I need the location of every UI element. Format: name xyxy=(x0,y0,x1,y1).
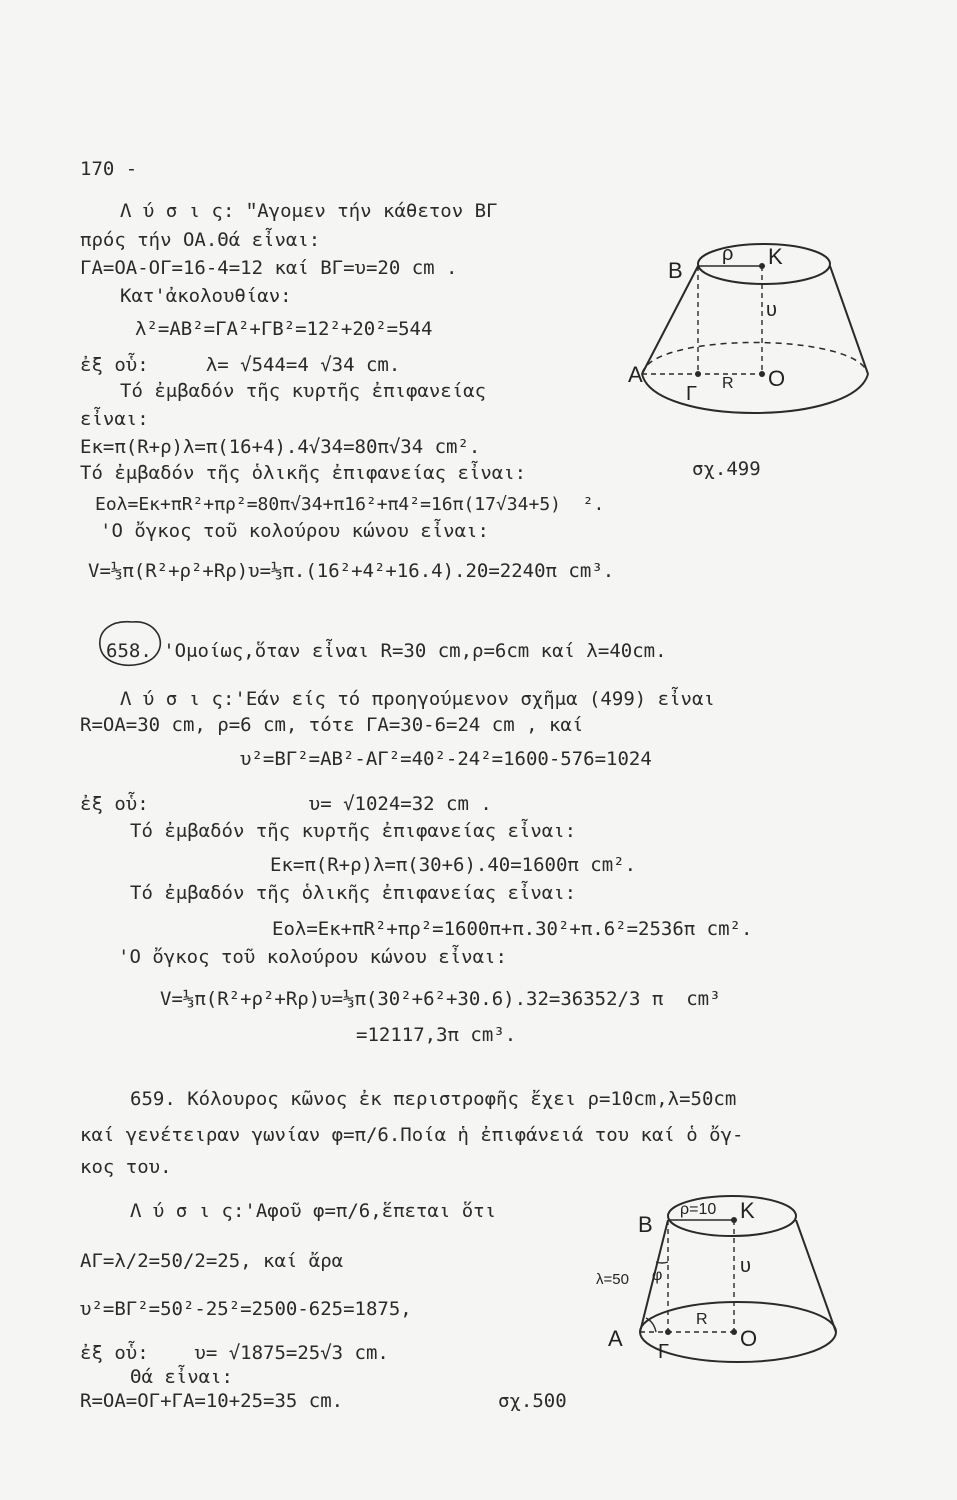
text-line: Τό ἐμβαδόν τῆς ὁλικῆς ἐπιφανείας εἶναι: xyxy=(130,882,577,904)
formula-line: ἐξ οὗ: υ= √1875=25√3 cm. xyxy=(80,1342,389,1364)
label-O: O xyxy=(740,1326,758,1351)
formula-line: Eκ=π(R+ρ)λ=π(16+4).4√34=80π√34 cm². xyxy=(80,436,481,458)
formula-line: ἐξ οὗ: υ= √1024=32 cm . xyxy=(80,793,492,815)
formula-line: λ²=ΑΒ²=ΓΑ²+ΓΒ²=12²+20²=544 xyxy=(135,318,433,340)
figure-caption-500: σχ.500 xyxy=(498,1390,567,1412)
page-number: 170 - xyxy=(80,158,138,180)
text-line: Τό ἐμβαδόν τῆς κυρτῆς ἐπιφανείας εἶναι: xyxy=(130,820,577,842)
label-R: R xyxy=(696,1311,708,1328)
formula-line: υ²=ΒΓ²=ΑΒ²-ΑΓ²=40²-24²=1600-576=1024 xyxy=(240,748,652,770)
text-line: Λ ύ σ ι ς:'Εάν είς τό προηγούμενον σχῆμα (499) εἶναι xyxy=(120,688,715,710)
label-rho: ρ xyxy=(722,243,734,265)
text-line: Τό ἐμβαδόν τῆς κυρτῆς ἐπιφανείας xyxy=(120,380,487,402)
label-R: R xyxy=(722,375,734,392)
label-O: O xyxy=(768,366,786,391)
label-Gamma: Γ xyxy=(658,1341,670,1363)
text-line: 'Ο ὄγκος τοῦ κολούρου κώνου εἶναι: xyxy=(100,520,489,542)
text-line: Θά εἶναι: xyxy=(130,1366,233,1388)
label-phi: φ xyxy=(652,1267,663,1284)
text-line: Λ ύ σ ι ς: ʺΑγομεν τήν κάθετον ΒΓ xyxy=(120,200,498,222)
text-line: κος του. xyxy=(80,1156,172,1178)
formula-line: V=⅓π(R²+ρ²+Rρ)υ=⅓π(30²+6²+30.6).32=36352/3 π cm³ xyxy=(160,988,721,1010)
label-lambda: λ=50 xyxy=(596,1271,629,1288)
problem-658-statement: 658. 'Ομοίως,ὅταν εἶναι R=30 cm,ρ=6cm καί λ=40cm. xyxy=(106,640,667,662)
label-Gamma: Γ xyxy=(686,383,698,405)
text-line: καί γενέτειραν γωνίαν φ=π/6.Ποία ἡ ἐπιφάνειά του καί ὁ ὄγ- xyxy=(80,1124,744,1146)
label-A: A xyxy=(608,1326,623,1351)
formula-line: Eολ=Eκ+πR²+πρ²=80π√34+π16²+π4²=16π(17√34+5) ². xyxy=(95,494,605,515)
label-B: B xyxy=(638,1212,653,1237)
frustum-figure-499 xyxy=(628,240,878,415)
text-line: εἶναι: xyxy=(80,408,149,430)
text-line: Κατ'ἀκολουθίαν: xyxy=(120,285,292,307)
frustum-figure-500 xyxy=(596,1192,846,1372)
formula-line: ΑΓ=λ/2=50/2=25, καί ἄρα xyxy=(80,1250,344,1272)
label-upsilon: υ xyxy=(740,1255,751,1277)
formula-line: =12117,3π cm³. xyxy=(356,1024,517,1046)
formula-line: V=⅓π(R²+ρ²+Rρ)υ=⅓π.(16²+4²+16.4).20=2240π cm³. xyxy=(88,560,615,582)
formula-line: Eολ=Eκ+πR²+πρ²=1600π+π.30²+π.6²=2536π cm². xyxy=(272,918,753,940)
text-line: Τό ἐμβαδόν τῆς ὁλικῆς ἐπιφανείας εἶναι: xyxy=(80,462,527,484)
text-line: ΓΑ=ΟΑ-ΟΓ=16-4=12 καί ΒΓ=υ=20 cm . xyxy=(80,257,458,279)
label-B: B xyxy=(668,258,683,283)
label-A: A xyxy=(628,362,643,387)
problem-659-statement: 659. Κόλουρος κῶνος ἐκ περιστροφῆς ἔχει ρ=10cm,λ=50cm xyxy=(130,1088,737,1110)
text-line: 'Ο ὄγκος τοῦ κολούρου κώνου εἶναι: xyxy=(118,946,507,968)
formula-line: Eκ=π(R+ρ)λ=π(30+6).40=1600π cm². xyxy=(270,854,637,876)
formula-line: υ²=ΒΓ²=50²-25²=2500-625=1875, xyxy=(80,1298,412,1320)
label-K: K xyxy=(768,244,783,269)
text-line: Λ ύ σ ι ς:'Αφοῦ φ=π/6,ἕπεται ὅτι xyxy=(130,1200,497,1222)
formula-line: R=ΟΑ=ΟΓ+ΓΑ=10+25=35 cm. xyxy=(80,1390,344,1412)
label-upsilon: υ xyxy=(766,299,777,321)
text-line: πρός τήν ΟΑ.Θά εἶναι: xyxy=(80,229,321,251)
label-K: K xyxy=(740,1198,755,1223)
text-line: R=ΟΑ=30 cm, ρ=6 cm, τότε ΓΑ=30-6=24 cm , καί xyxy=(80,714,584,736)
formula-line: ἐξ οὗ: λ= √544=4 √34 cm. xyxy=(80,354,401,376)
label-rho: ρ=10 xyxy=(680,1201,717,1218)
figure-caption-499: σχ.499 xyxy=(692,458,761,480)
